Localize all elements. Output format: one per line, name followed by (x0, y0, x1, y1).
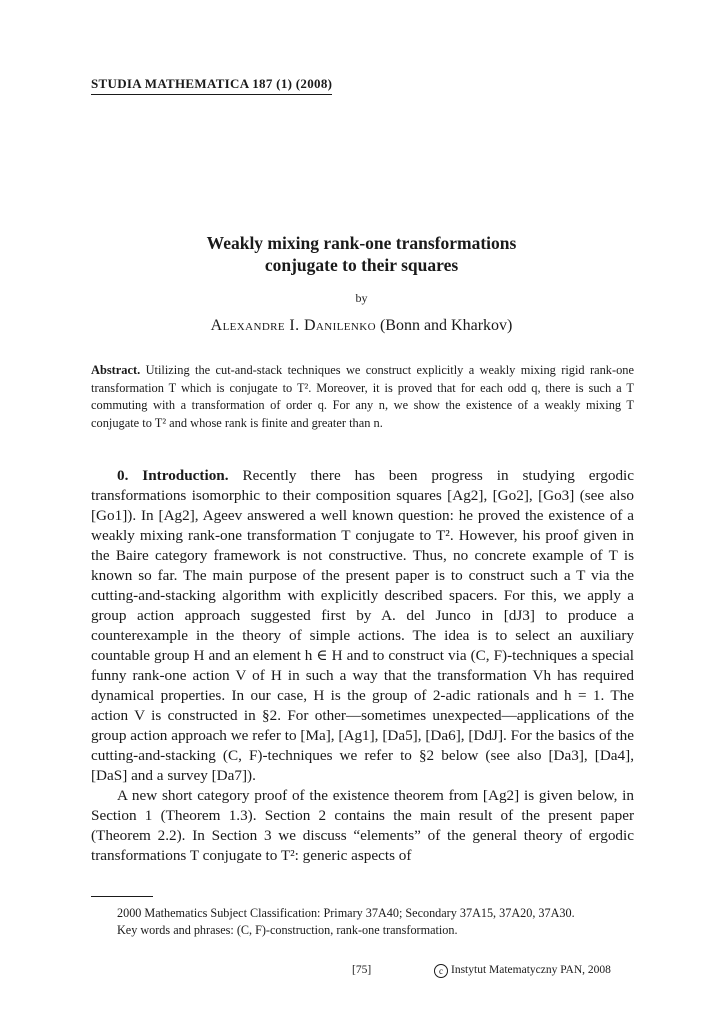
intro-paragraph-1-text: Recently there has been progress in studying ergodic transformations isomorphic to their composition squares [Ag2], [Go2], [Go3] (see also [Go1]). In [Ag2], Ageev answered a well known question: he proved the existence of a weakly mixing rank-one transformation T conjugate to T². However, his proof given in the Baire category framework is not constructive. Thus, no concrete example of T is known so far. The main purpose of the present paper is to construct such a T via the cutting-and-stacking algorithm with explicitly described spacers. For this, we apply a group action approach suggested first by A. del Junco in [dJ3] to produce a counterexample in the theory of simple actions. The idea is to select an auxiliary countable group H and an element h ∈ H and to construct via (C, F)-techniques a special funny rank-one action V of H in such a way that the transformation Vh has required dynamical properties. In our case, H is the group of 2-adic rationals and h = 1. The action V is constructed in §2. For other—sometimes unexpected—applications of the group action approach we refer to [Ma], [Ag1], [Da5], [Da6], [DdJ]. For the basics of the cutting-and-stacking (C, F)-techniques we refer to §2 below (see also [Da3], [Da4], [DaS] and a survey [Da7]). (91, 467, 634, 784)
copyright-icon (434, 964, 448, 978)
copyright-text: Instytut Matematyczny PAN, 2008 (451, 964, 611, 976)
abstract-label: Abstract. (91, 363, 141, 377)
copyright-notice (434, 964, 611, 978)
footnote (91, 905, 634, 939)
footnote-divider (91, 896, 153, 897)
title-line-1: Weakly mixing rank-one transformations (206, 233, 517, 253)
introduction-section (91, 466, 634, 866)
author-name: Alexandre I. Danilenko (210, 317, 376, 334)
intro-paragraph-1 (91, 466, 634, 786)
abstract (91, 362, 634, 432)
author-affiliation: (Bonn and Kharkov) (379, 317, 513, 334)
intro-paragraph-2: A new short category proof of the existence theorem from [Ag2] is given below, in Section 1 (Theorem 1.3). Section 2 contains the main result of the present paper (Theorem 2.2). In Section 3 we discuss “elements” of the general theory of ergodic transformations T conjugate to T²: generic aspects of (91, 787, 634, 864)
paper-title (0, 232, 723, 276)
msc-classification: 2000 Mathematics Subject Classification: Primary 37A40; Secondary 37A15, 37A20, 37A30. (117, 906, 575, 920)
author-line (0, 317, 723, 335)
keywords: Key words and phrases: (C, F)-construction, rank-one transformation. (117, 923, 458, 937)
page-number: [75] (352, 964, 372, 976)
by-label: by (355, 291, 368, 305)
title-line-2: conjugate to their squares (264, 255, 459, 275)
journal-header: STUDIA MATHEMATICA 187 (1) (2008) (91, 76, 332, 95)
abstract-text: Utilizing the cut-and-stack techniques we construct explicitly a weakly mixing rigid rank-one transformation T which is conjugate to T². Moreover, it is proved that for each odd q, there is such a T commuting with a transformation of order q. For any n, we show the existence of a weakly mixing T conjugate to T² and whose rank is finite and greater than n. (91, 363, 634, 430)
section-heading: 0. Introduction. (117, 467, 229, 484)
